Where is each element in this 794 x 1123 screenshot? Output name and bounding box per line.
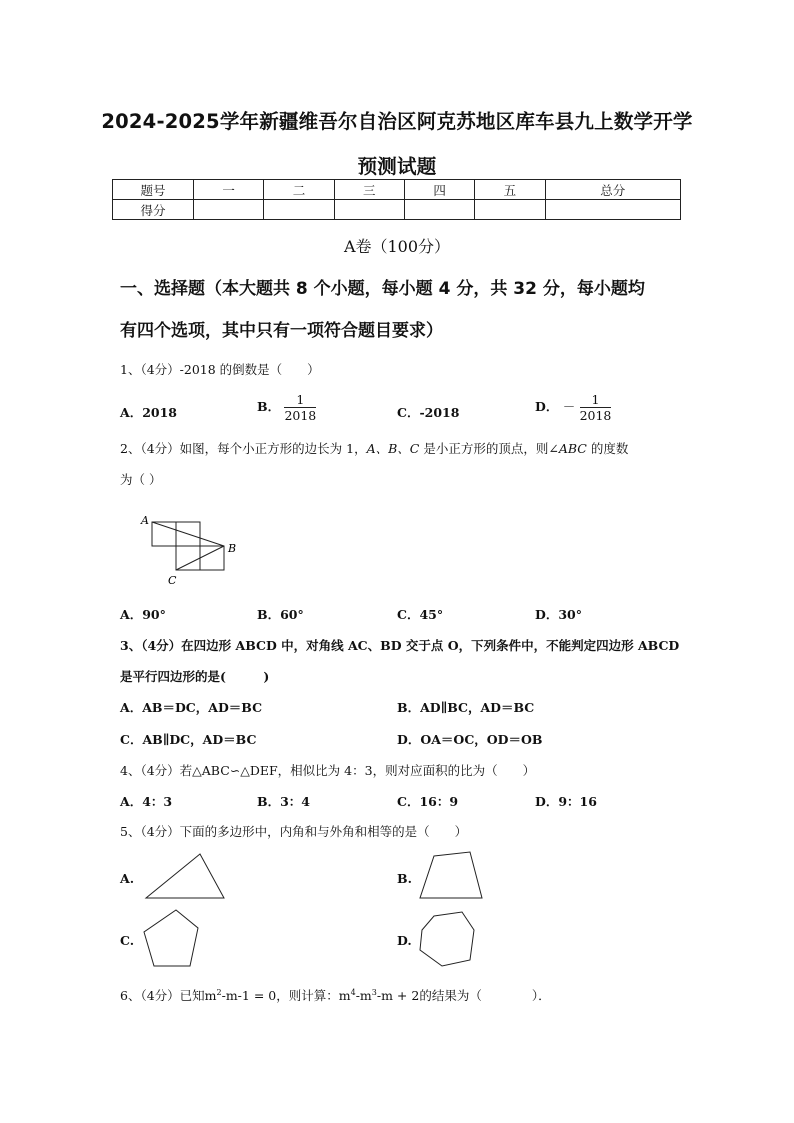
score-table-score-row bbox=[113, 200, 681, 220]
q6-stem bbox=[120, 986, 551, 1004]
q3-stem-line2: 是平行四边形的是( ) bbox=[120, 669, 270, 684]
q1-option-a: A．2018 bbox=[120, 405, 177, 420]
grid-square bbox=[176, 546, 200, 570]
q5-hexagon-figure bbox=[416, 910, 480, 970]
score-table-header-row bbox=[113, 180, 681, 200]
q1-option-d-label: D． bbox=[535, 399, 559, 414]
q5-option-d-label: D. bbox=[397, 933, 412, 948]
grid-square bbox=[200, 546, 224, 570]
volume-heading: A卷（100分） bbox=[343, 237, 451, 256]
q2-option-d: D．30° bbox=[535, 607, 582, 622]
q1-d-sign: － bbox=[562, 399, 576, 414]
q2-option-b: B．60° bbox=[257, 607, 304, 622]
section1-heading-line1: 一、选择题（本大题共 8 个小题，每小题 4 分，共 32 分，每小题均 bbox=[120, 279, 645, 299]
score-cell[interactable] bbox=[404, 200, 474, 220]
q2-grid-figure bbox=[136, 510, 246, 590]
score-header-cell: 四 bbox=[404, 180, 474, 200]
q5-option-c-label: C. bbox=[120, 933, 135, 948]
q3-option-c: C．AB∥DC，AD＝BC bbox=[120, 732, 257, 747]
q2-option-c: C．45° bbox=[397, 607, 444, 622]
q2-stem-mid: 是小正方形的顶点，则 bbox=[419, 441, 549, 456]
q1-b-numerator: 1 bbox=[284, 392, 316, 408]
q5-pentagon-figure bbox=[140, 906, 206, 972]
q6-m3: -m bbox=[355, 988, 372, 1003]
q2-stem-points: A、B、C bbox=[366, 441, 420, 456]
q1-option-b-fraction bbox=[284, 392, 316, 423]
point-c-label: C bbox=[168, 574, 177, 587]
q2-option-a: A．90° bbox=[120, 607, 166, 622]
q3-option-d: D．OA＝OC，OD＝OB bbox=[397, 732, 543, 747]
q4-stem: 4、（4分）若△ABC∽△DEF，相似比为 4：3，则对应面积的比为（ ） bbox=[120, 763, 536, 778]
q3-stem: 3、（4分）在四边形 ABCD 中，对角线 AC、BD 交于点 O，下列条件中，不能判定四边形 ABCD bbox=[120, 638, 680, 653]
q6-exp-2: 2 bbox=[216, 987, 222, 997]
q4-option-a: A．4：3 bbox=[120, 794, 173, 809]
q6-m: m bbox=[204, 988, 217, 1003]
q6-exp-4: 4 bbox=[350, 987, 356, 997]
q6-m4: m bbox=[338, 988, 351, 1003]
score-cell[interactable] bbox=[194, 200, 264, 220]
q1-d-denominator: 2018 bbox=[579, 408, 612, 423]
score-header-cell: 一 bbox=[194, 180, 264, 200]
q3-option-b: B．AD∥BC，AD＝BC bbox=[397, 700, 535, 715]
q1-stem: 1、（4分）-2018 的倒数是（ ） bbox=[120, 362, 320, 377]
quadrilateral-shape bbox=[420, 852, 482, 898]
q2-stem-angle: ∠ABC bbox=[548, 441, 587, 456]
q6-stem-pre: 6、（4分）已知 bbox=[120, 988, 205, 1003]
q6-eq1: -m-1 = 0，则计算： bbox=[221, 988, 339, 1003]
q4-option-c: C．16：9 bbox=[397, 794, 459, 809]
q2-stem bbox=[120, 439, 628, 457]
q1-d-numerator: 1 bbox=[580, 392, 612, 408]
score-row-label: 得分 bbox=[113, 200, 194, 220]
q5-option-b-label: B. bbox=[397, 871, 412, 886]
q4-option-d: D．9：16 bbox=[535, 794, 597, 809]
score-header-cell: 二 bbox=[264, 180, 334, 200]
score-cell[interactable] bbox=[334, 200, 404, 220]
q6-eq2: -m + 2的结果为（ ）． bbox=[376, 988, 551, 1003]
q5-triangle-figure bbox=[140, 850, 232, 902]
heptagon-shape bbox=[420, 912, 474, 966]
point-a-label: A bbox=[141, 514, 149, 527]
score-cell[interactable] bbox=[475, 200, 545, 220]
q3-option-a: A．AB＝DC，AD＝BC bbox=[120, 700, 263, 715]
q4-option-b: B．3：4 bbox=[257, 794, 310, 809]
q2-stem-line2: 为（ ） bbox=[120, 472, 162, 487]
grid-square bbox=[176, 546, 200, 570]
point-b-label: B bbox=[228, 542, 237, 555]
score-cell[interactable] bbox=[545, 200, 680, 220]
score-header-cell: 题号 bbox=[113, 180, 194, 200]
doc-title-line2: 预测试题 bbox=[357, 155, 437, 178]
score-header-cell: 五 bbox=[475, 180, 545, 200]
q1-b-denominator: 2018 bbox=[284, 408, 317, 423]
section1-heading-line2: 有四个选项，其中只有一项符合题目要求） bbox=[120, 321, 443, 341]
q1-option-b-label: B． bbox=[257, 399, 281, 414]
q1-option-b bbox=[257, 392, 316, 423]
q5-quadrilateral-figure bbox=[414, 848, 490, 904]
doc-title-line1: 2024-2025学年新疆维吾尔自治区阿克苏地区库车县九上数学开学 bbox=[101, 110, 693, 133]
segment-ab bbox=[152, 522, 224, 546]
triangle-shape bbox=[146, 854, 224, 898]
score-header-cell: 总分 bbox=[545, 180, 680, 200]
q1-option-d-fraction bbox=[580, 392, 612, 423]
pentagon-shape bbox=[144, 910, 198, 966]
score-header-cell: 三 bbox=[334, 180, 404, 200]
q6-exp-3: 3 bbox=[371, 987, 377, 997]
q5-option-a-label: A. bbox=[120, 871, 135, 886]
score-cell[interactable] bbox=[264, 200, 334, 220]
q2-stem-pre: 2、（4分）如图，每个小正方形的边长为 1， bbox=[120, 441, 367, 456]
q5-stem: 5、（4分）下面的多边形中，内角和与外角和相等的是（ ） bbox=[120, 824, 468, 839]
score-table bbox=[112, 179, 681, 220]
q1-option-c: C．-2018 bbox=[397, 405, 460, 420]
q2-stem-post: 的度数 bbox=[586, 441, 629, 456]
q1-option-d bbox=[535, 392, 611, 423]
